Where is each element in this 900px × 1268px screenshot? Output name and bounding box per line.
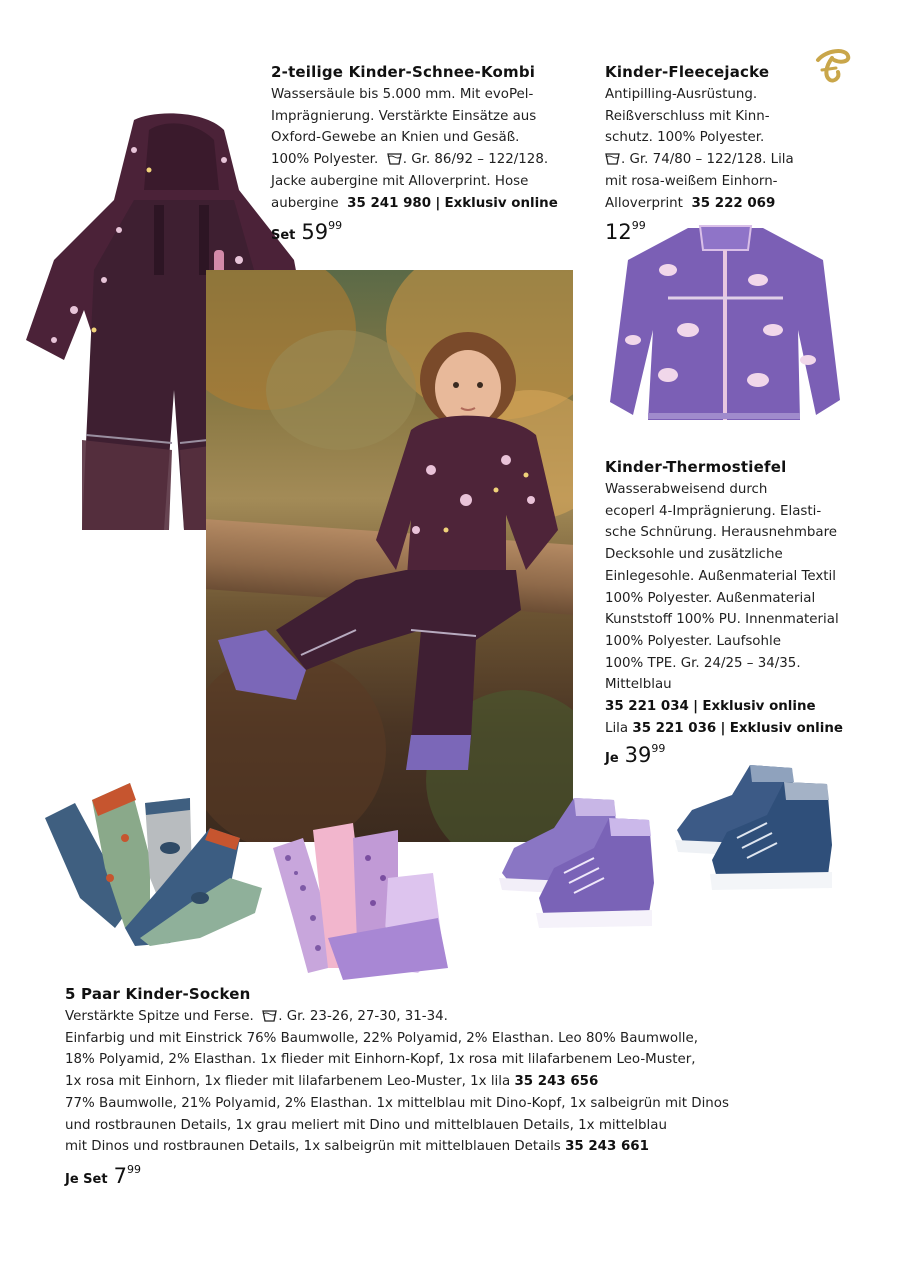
boots-title: Kinder-Thermostiefel <box>605 458 787 476</box>
price-cents: 99 <box>126 1162 141 1176</box>
fleece-line-5: mit rosa-weißem Einhorn- <box>605 173 778 189</box>
socks-sizes: . Gr. 23-26, 27-30, 31-34. <box>278 1009 448 1024</box>
price-cents: 99 <box>631 219 646 233</box>
boots-description <box>605 458 870 767</box>
wash-care-icon <box>605 151 620 163</box>
hero-photo <box>206 270 573 842</box>
socks-line-1 <box>65 1006 865 1028</box>
boots-line-3: sche Schnürung. Herausnehmbare <box>605 525 838 541</box>
boots-article-number-lila: 35 221 036 <box>632 720 717 736</box>
exclusive-online-label: Exklusiv online <box>702 699 816 715</box>
boots-line-9: 100% TPE. Gr. 24/25 – 34/35. <box>605 655 801 671</box>
socks-dino-set: mit Dinos und rostbraunen Details, 1x salbeigrün mit mittelblauen Details <box>65 1139 561 1155</box>
price-main: 12 <box>605 220 632 245</box>
snowsuit-line-2: Imprägnierung. Verstärkte Einsätze aus <box>271 108 537 124</box>
boots-line-10: Mittelblau <box>605 677 672 693</box>
snowsuit-line-5: Jacke aubergine mit Alloverprint. Hose <box>271 173 529 189</box>
snowsuit-line-3: Oxford-Gewebe an Knien und Gesäß. <box>271 130 520 146</box>
wash-care-icon <box>262 1008 277 1020</box>
socks-line-6: und rostbraunen Details, 1x grau meliert mit Dino und mittelblauen Details, 1x mittelblau <box>65 1117 667 1133</box>
snowsuit-line-4 <box>271 149 591 171</box>
exclusive-online-label: Exklusiv online <box>729 720 843 736</box>
dino-socks-image <box>40 778 265 948</box>
fleece-description <box>605 63 845 244</box>
fleece-print: Alloverprint <box>605 195 683 211</box>
snowsuit-material: 100% Polyester. <box>271 152 379 168</box>
fleece-line-6 <box>605 193 845 215</box>
child-figure <box>206 270 573 842</box>
socks-article-number-dino: 35 243 661 <box>565 1139 649 1155</box>
price-main: 7 <box>113 1163 127 1188</box>
snowsuit-article-number: 35 241 980 <box>347 195 432 211</box>
fleece-article-number: 35 222 069 <box>691 195 776 211</box>
unicorn-socks-image <box>268 818 453 983</box>
snowsuit-line-1: Wassersäule bis 5.000 mm. Mit evoPel- <box>271 87 534 102</box>
separator: | <box>720 720 726 736</box>
fleece-sizes: . Gr. 74/80 – 122/128. Lila <box>621 152 794 168</box>
fleece-line-4 <box>605 149 845 171</box>
boots-line-5: Einlegesohle. Außenmaterial Textil <box>605 568 836 584</box>
boots-line-1: Wasserabweisend durch <box>605 482 768 497</box>
socks-line-2: Einfarbig und mit Einstrick 76% Baumwolle, 22% Polyamid, 2% Elasthan. Leo 80% Baumwolle, <box>65 1030 699 1046</box>
socks-description <box>65 985 865 1188</box>
price-main: 39 <box>624 743 652 768</box>
snowsuit-color: aubergine <box>271 195 339 211</box>
snowsuit-price <box>271 220 591 244</box>
boots-line-12 <box>605 718 870 740</box>
boots-line-11 <box>605 696 870 718</box>
fleece-jacket-image <box>608 220 843 425</box>
socks-title: 5 Paar Kinder-Socken <box>65 985 251 1003</box>
fleece-title: Kinder-Fleecejacke <box>605 63 770 81</box>
fleece-line-2: Reißverschluss mit Kinn- <box>605 108 770 124</box>
snowsuit-sizes: . Gr. 86/92 – 122/128. <box>402 152 549 168</box>
price-cents: 99 <box>328 219 343 233</box>
fleece-line-1: Antipilling-Ausrüstung. <box>605 87 758 102</box>
boots-line-6: 100% Polyester. Außenmaterial <box>605 590 816 606</box>
socks-line-7 <box>65 1136 865 1158</box>
socks-line-3: 18% Polyamid, 2% Elasthan. 1x flieder mit Einhorn-Kopf, 1x rosa mit lilafarbenem Leo-Muster, <box>65 1052 696 1068</box>
boots-line-7: Kunststoff 100% PU. Innenmaterial <box>605 612 839 628</box>
boots-lila-label: Lila <box>605 720 629 736</box>
boots-line-4: Decksohle und zusätzliche <box>605 547 783 563</box>
lila-boots-image <box>494 788 664 933</box>
socks-reinforced: Verstärkte Spitze und Ferse. <box>65 1009 254 1024</box>
boots-line-2: ecoperl 4-Imprägnierung. Elasti- <box>605 503 822 519</box>
socks-line-4 <box>65 1071 865 1093</box>
price-label: Je <box>605 751 619 767</box>
socks-line-5: 77% Baumwolle, 21% Polyamid, 2% Elasthan. 1x mittelblau mit Dino-Kopf, 1x salbeigrün mit Dinos <box>65 1095 729 1111</box>
price-main: 59 <box>301 220 329 245</box>
price-label: Set <box>271 228 296 244</box>
socks-price <box>65 1164 865 1188</box>
snowsuit-description <box>271 63 591 244</box>
wash-care-icon <box>387 151 402 163</box>
blue-boots-image <box>672 760 842 895</box>
fleece-line-3: schutz. 100% Polyester. <box>605 130 765 146</box>
price-cents: 99 <box>651 742 666 756</box>
boots-article-number-blue: 35 221 034 <box>605 699 689 715</box>
socks-unicorn-set: 1x rosa mit Einhorn, 1x flieder mit lilafarbenem Leo-Muster, 1x lila <box>65 1074 511 1090</box>
price-label: Je Set <box>65 1171 108 1187</box>
snowsuit-title: 2-teilige Kinder-Schnee-Kombi <box>271 63 536 81</box>
separator: | <box>693 699 699 715</box>
snowsuit-line-6 <box>271 193 591 215</box>
boots-line-8: 100% Polyester. Laufsohle <box>605 633 781 649</box>
separator: | <box>435 195 441 211</box>
socks-article-number-unicorn: 35 243 656 <box>514 1074 599 1090</box>
exclusive-online-label: Exklusiv online <box>444 195 558 211</box>
